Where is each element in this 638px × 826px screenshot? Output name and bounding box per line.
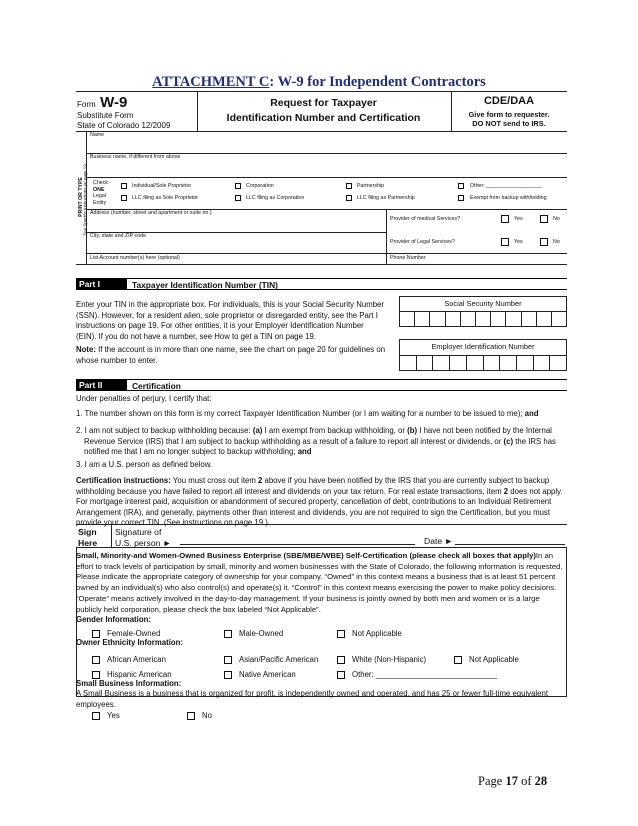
small-business-description: A Small Business is a business that is organized for profit, is independently owned and operated, and has 25 or fewer full-time equivalent employees. — [76, 689, 548, 709]
individual-checkbox[interactable] — [121, 183, 127, 189]
other-checkbox[interactable] — [458, 183, 464, 189]
account-label: List Account number(s) here (optional) — [90, 255, 180, 261]
white-checkbox[interactable] — [337, 656, 345, 664]
substitute-form: Substitute Form — [77, 111, 134, 120]
attachment-label: ATTACHMENT C — [152, 74, 270, 90]
small-business-no-label: No — [202, 711, 212, 720]
female-owned-checkbox[interactable] — [92, 630, 100, 638]
individual-label: Individual/Sole Proprietor — [132, 183, 192, 189]
give-instruction: Give form to requester. DO NOT send to IRS. — [468, 110, 550, 128]
state-revision: State of Colorado 12/2009 — [77, 121, 171, 130]
small-business-yes-checkbox[interactable] — [92, 712, 100, 720]
attachment-heading — [0, 74, 638, 91]
asian-pacific-label: Asian/Pacific American — [239, 655, 319, 664]
small-business-heading: Small Business Information: — [76, 679, 182, 688]
llc-corporation-label: LLC filing as Corporation — [246, 195, 305, 201]
hispanic-american-label: Hispanic American — [107, 670, 172, 679]
legal-no-checkbox[interactable] — [540, 238, 548, 246]
address-label: Address (number, street and apartment or suite no.) — [90, 210, 212, 216]
form-label: Form W-9 — [77, 94, 128, 111]
tin-note: Note: If the account is in more than one name, see the chart on page 20 for guidelines on whose number to enter. — [76, 345, 386, 365]
white-label: White (Non-Hispanic) — [352, 655, 427, 664]
certification-instructions: Certification instructions: You must cross out item 2 above if you have been notified by the IRS that you are currently subject to backup withholding because you have failed to report all interest and dividends on your tax return. For real estate transactions, item 2 does not apply. For mortgage interest paid, acquisition or abandonment of secured property, cancellation of debt, contributions to an Individual Retirement Arrangement (IRA), and generally, payments other than interest and dividends, you are not required to sign the Certification, but you must provide your correct TIN. (See instructions on page 19.) — [76, 476, 563, 528]
medical-question: Provider of medical Services? — [390, 216, 461, 222]
gender-heading: Gender Information: — [76, 615, 151, 624]
smb-title: Small, Minority-and Women-Owned Business Enterprise (SBE/MBE/WBE) Self-Certification (please check all boxes that apply) — [76, 551, 536, 560]
medical-no-label: No — [553, 216, 560, 222]
page-number: Page 17 of 28 — [478, 774, 548, 788]
business-name-field[interactable] — [88, 162, 566, 175]
city-label: City, state and ZIP code — [90, 233, 147, 239]
signature-label: Signature of U.S. person ► — [115, 527, 172, 548]
business-name-label: Business name, if different from above — [90, 154, 181, 160]
date-field[interactable] — [455, 533, 565, 545]
small-business-yes-label: Yes — [107, 711, 120, 720]
certification-item-3: 3. I am a U.S. person as defined below. — [76, 460, 213, 469]
see-instructions: See Specific Instructions on page 19 — [82, 164, 88, 236]
native-american-checkbox[interactable] — [224, 671, 232, 679]
african-american-checkbox[interactable] — [92, 656, 100, 664]
male-owned-checkbox[interactable] — [224, 630, 232, 638]
name-field[interactable] — [88, 140, 566, 152]
gender-not-applicable-label: Not Applicable — [352, 629, 402, 638]
certification-item-1: 1. The number shown on this form is my correct Taxpayer Identification Number (or I am waiting for a number to be issued to me); and — [76, 409, 539, 418]
address-field[interactable] — [88, 218, 384, 230]
legal-yes-checkbox[interactable] — [501, 238, 509, 246]
ein-digits[interactable] — [399, 355, 567, 371]
print-or-type: PRINT OR TYPE — [78, 177, 84, 217]
attachment-title: : W-9 for Independent Contractors — [269, 74, 486, 90]
gender-not-applicable-checkbox[interactable] — [337, 630, 345, 638]
medical-no-checkbox[interactable] — [540, 215, 548, 223]
corporation-label: Corporation — [246, 183, 274, 189]
city-field[interactable] — [88, 241, 384, 252]
ethnicity-other-checkbox[interactable] — [337, 671, 345, 679]
certification-item-2: 2. I am not subject to backup withholding because: (a) I am exempt from backup withholding, or (b) I have not been notified by the Internal Revenue Service (IRS) that I am subject to backup withholding as a result of a failure to report all interest or dividends, or (c) the IRS has notified me that I am no longer subject to backup withholding; and — [76, 426, 556, 457]
llc-partnership-label: LLC filing as Partnership — [357, 195, 415, 201]
llc-partnership-checkbox[interactable] — [346, 195, 352, 201]
male-owned-label: Male-Owned — [239, 629, 284, 638]
signature-field[interactable] — [180, 527, 415, 545]
native-american-label: Native American — [239, 670, 296, 679]
smb-description: Small, Minority-and Women-Owned Business Enterprise (SBE/MBE/WBE) Self-Certification (please check all boxes that apply)In an effort to track levels of participation by small, minority and women businesses with the State of Colorado, the following information is requested. Please indicate the appropriate category of ownership for your company. “Owned” in this context means a business that is at least 51 percent owned by an individual(s) who also control(s) and operate(s) it. “Control” in this context means exercising the power to make policy decisions. “Operate” means actively involved in the day-to-day management. If your business is jointly owned by both men and women or is a large publicly held corporation, please check the box labeled “Not Applicable”. — [76, 551, 563, 614]
form-title: Request for Taxpayer Identification Number and Certification — [226, 97, 421, 124]
hispanic-american-checkbox[interactable] — [92, 671, 100, 679]
exempt-checkbox[interactable] — [458, 195, 464, 201]
exempt-label: Exempt from backup withholding — [470, 195, 547, 201]
partnership-checkbox[interactable] — [346, 183, 352, 189]
african-american-label: African American — [107, 655, 166, 664]
name-label: Name — [90, 132, 105, 138]
legal-no-label: No — [553, 239, 560, 245]
llc-corporation-checkbox[interactable] — [235, 195, 241, 201]
ssn-label: Social Security Number — [444, 299, 522, 308]
ein-label: Employer Identification Number — [431, 342, 535, 351]
date-label: Date ► — [424, 536, 454, 546]
ethnicity-not-applicable-checkbox[interactable] — [454, 656, 462, 664]
llc-sole-checkbox[interactable] — [121, 195, 127, 201]
check-one-label: Check ONE Legal Entity — [93, 180, 109, 206]
corporation-checkbox[interactable] — [235, 183, 241, 189]
medical-yes-label: Yes — [514, 216, 523, 222]
part1-title: Taxpayer Identification Number (TIN) — [127, 278, 567, 290]
medical-yes-checkbox[interactable] — [501, 215, 509, 223]
female-owned-label: Female-Owned — [107, 629, 161, 638]
legal-yes-label: Yes — [514, 239, 523, 245]
ethnicity-heading: Owner Ethnicity Information: — [76, 638, 183, 647]
form-number: W-9 — [100, 94, 128, 111]
llc-sole-label: LLC filing as Sole Proprietor — [132, 195, 198, 201]
partnership-label: Partnership — [357, 183, 385, 189]
part2-title: Certification — [127, 379, 567, 391]
ethnicity-not-applicable-label: Not Applicable — [469, 655, 519, 664]
ethnicity-other-label: Other: ____________________________ — [352, 670, 498, 679]
dept-code: CDE/DAA — [483, 95, 535, 107]
part1-label: Part I — [76, 278, 127, 290]
ssn-digits[interactable] — [399, 311, 567, 327]
small-business-no-checkbox[interactable] — [187, 712, 195, 720]
sign-here-label: Sign Here — [78, 527, 98, 548]
asian-pacific-checkbox[interactable] — [224, 656, 232, 664]
phone-label: Phone Number — [390, 255, 426, 261]
certification-intro: Under penalties of perjury, I certify that: — [76, 394, 212, 403]
tin-instructions: Enter your TIN in the appropriate box. For individuals, this is your Social Security Number (SSN). However, for a resident alien, sole proprietor or disregarded entity, see the Part I instructions on page 19. For other entities, it is your Employer Identification Number (EIN). If you do not have a number, see How to get a TIN on page 19. — [76, 300, 384, 341]
legal-question: Provider of Legal Services? — [390, 239, 455, 245]
part2-label: Part II — [76, 379, 127, 391]
other-label: Other: ___________________ — [470, 183, 543, 189]
